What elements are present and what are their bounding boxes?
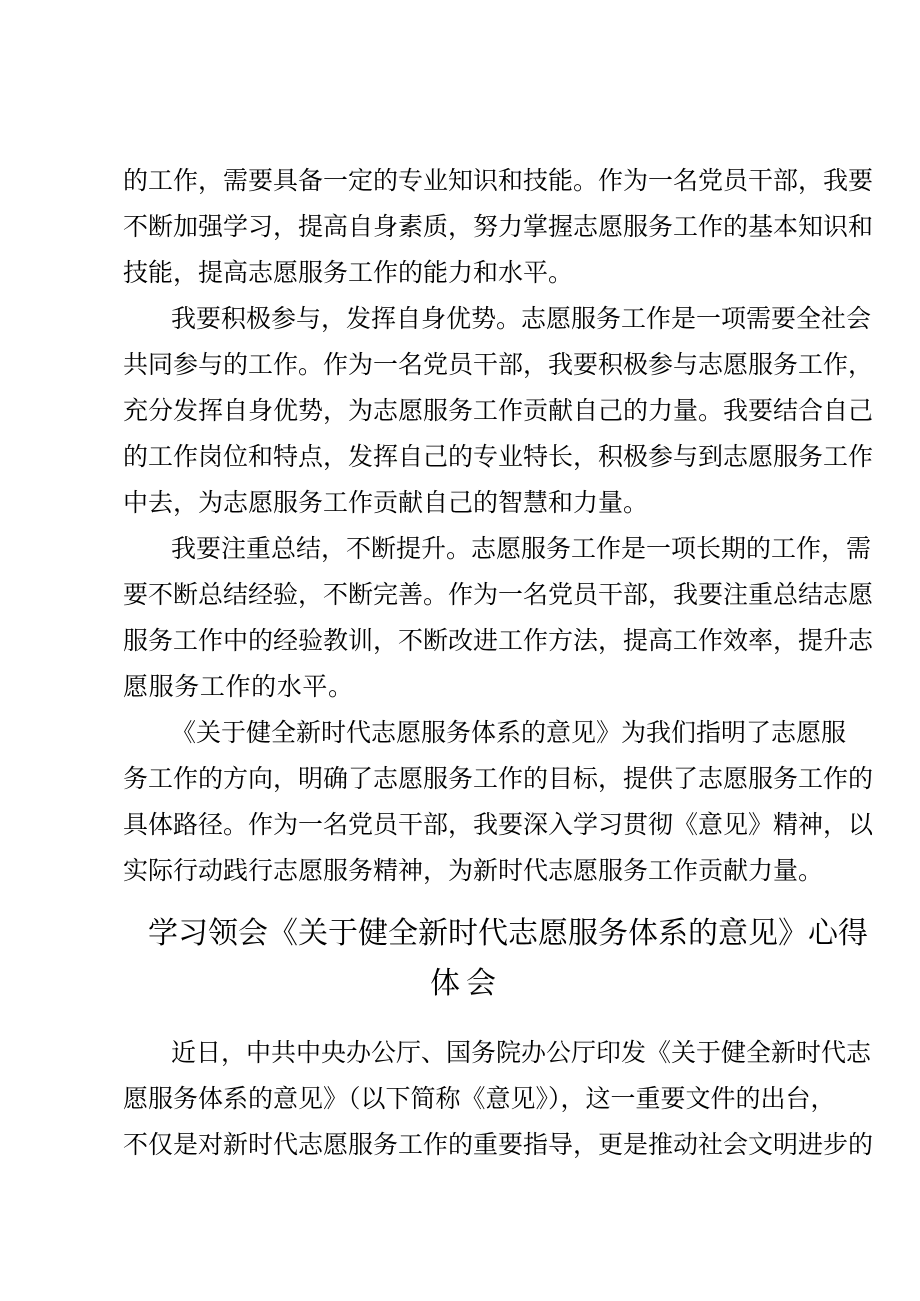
text-line: 我要积极参与，发挥自身优势。志愿服务工作是一项需要全社会	[171, 304, 872, 333]
text-line: 愿服务体系的意见》（以下简称《意见》），这一重要文件的出台，	[123, 1084, 836, 1113]
text-line: 《关于健全新时代志愿服务体系的意见》为我们指明了志愿服	[171, 718, 847, 747]
text-line: 不断加强学习，提高自身素质，努力掌握志愿服务工作的基本知识和	[123, 212, 874, 241]
text-line: 服务工作中的经验教训，不断改进工作方法，提高工作效率，提升志	[123, 626, 874, 655]
text-line: 务工作的方向，明确了志愿服务工作的目标，提供了志愿服务工作的	[123, 764, 874, 793]
text-line: 的工作，需要具备一定的专业知识和技能。作为一名党员干部，我要	[123, 166, 874, 195]
text-line: 具体路径。作为一名党员干部，我要深入学习贯彻《意见》精神，以	[123, 810, 874, 839]
text-line: 实际行动践行志愿服务精神，为新时代志愿服务工作贡献力量。	[123, 856, 824, 885]
section-title-continuation: 体会	[430, 966, 496, 1001]
text-line: 中去，为志愿服务工作贡献自己的智慧和力量。	[123, 488, 649, 517]
text-line: 要不断总结经验，不断完善。作为一名党员干部，我要注重总结志愿	[123, 580, 874, 609]
text-line: 充分发挥自身优势，为志愿服务工作贡献自己的力量。我要结合自己	[123, 396, 874, 425]
text-line: 的工作岗位和特点，发挥自己的专业特长，积极参与到志愿服务工作	[123, 442, 874, 471]
text-line: 近日，中共中央办公厅、国务院办公厅印发《关于健全新时代志	[171, 1038, 872, 1067]
text-line: 共同参与的工作。作为一名党员干部，我要积极参与志愿服务工作，	[123, 350, 874, 379]
text-line: 技能，提高志愿服务工作的能力和水平。	[123, 258, 574, 287]
text-line: 不仅是对新时代志愿服务工作的重要指导，更是推动社会文明进步的	[123, 1130, 874, 1159]
text-line: 愿服务工作的水平。	[123, 672, 353, 701]
section-title: 学习领会《关于健全新时代志愿服务体系的意见》心得	[148, 916, 868, 951]
text-line: 我要注重总结，不断提升。志愿服务工作是一项长期的工作，需	[171, 534, 872, 563]
